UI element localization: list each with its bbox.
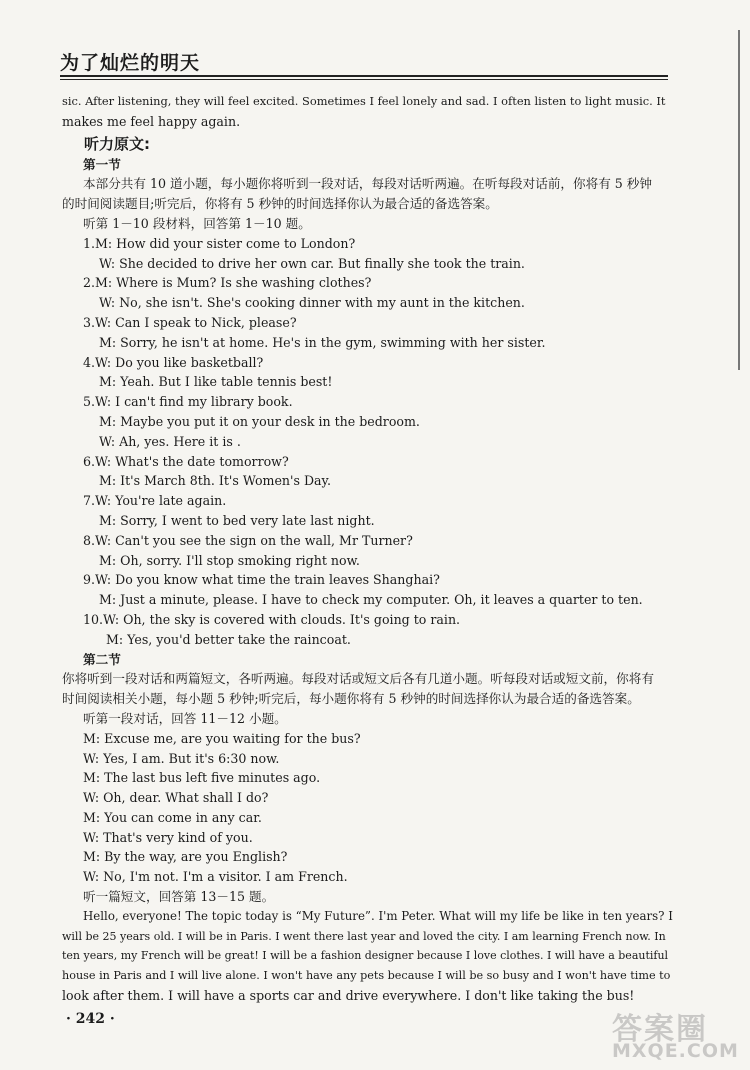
section1-instructions: 的时间阅读题目;听完后，你将有 5 秒钟的时间选择你认为最合适的备选答案。 <box>62 196 498 212</box>
section-heading: 听力原文: <box>84 134 150 153</box>
running-header-title: 为了灿烂的明天 <box>60 52 201 74</box>
dialogue-line: M: Yes, you'd better take the raincoat. <box>106 631 351 647</box>
dialogue-line: M: By the way, are you English? <box>83 849 288 865</box>
dialogue-line: M: Maybe you put it on your desk in the bedroom. <box>99 413 420 429</box>
page-body <box>62 92 674 1006</box>
section2-prompt1: 听第一段对话，回答 11－12 小题。 <box>83 710 287 726</box>
intro-line: sic. After listening, they will feel excited. Sometimes I feel lonely and sad. I often listen to light music. It <box>62 94 666 108</box>
dialogue-line: M: It's March 8th. It's Women's Day. <box>99 473 332 489</box>
dialogue-line: 4.W: Do you like basketball? <box>83 354 264 370</box>
dialogue-line: W: That's very kind of you. <box>83 829 253 845</box>
watermark-logo <box>612 1004 740 1064</box>
dialogue-line: M: The last bus left five minutes ago. <box>83 770 321 786</box>
page-number: · 242 · <box>66 1011 115 1027</box>
passage-line: ten years, my French will be great! I will be a fashion designer because I love clothes. I will have a beautiful <box>62 949 669 963</box>
dialogue-line: M: You can come in any car. <box>83 809 262 825</box>
watermark-url: MXQE.COM <box>612 1040 739 1062</box>
dialogue-line: 5.W: I can't find my library book. <box>83 394 293 410</box>
dialogue-line: 1.M: How did your sister come to London? <box>83 235 356 251</box>
section2-title: 第二节 <box>83 651 121 667</box>
dialogue-line: W: Oh, dear. What shall I do? <box>83 790 269 806</box>
dialogue-line: M: Sorry, I went to bed very late last night. <box>99 512 375 528</box>
scan-edge-line <box>738 30 740 370</box>
passage-line: Hello, everyone! The topic today is “My Future”. I'm Peter. What will my life be like in ten years? I <box>83 908 673 923</box>
section1-instructions: 本部分共有 10 道小题，每小题你将听到一段对话，每段对话听两遍。在听每段对话前，你将有 5 秒钟 <box>83 176 652 192</box>
section1-title: 第一节 <box>83 156 121 172</box>
section2-passage <box>62 907 674 1006</box>
intro-line: makes me feel happy again. <box>62 113 241 129</box>
dialogue-line: W: She decided to drive her own car. But finally she took the train. <box>99 255 525 271</box>
section2-dialogue <box>62 729 674 887</box>
passage-line: look after them. I will have a sports car and drive everywhere. I don't like taking the bus! <box>62 988 635 1004</box>
watermark-text: 答案圈 <box>612 1012 708 1047</box>
section1-dialogues <box>62 234 674 650</box>
header-rule <box>60 75 668 77</box>
dialogue-line: W: Yes, I am. But it's 6:30 now. <box>83 750 280 766</box>
dialogue-line: W: Ah, yes. Here it is . <box>99 433 241 449</box>
dialogue-line: 6.W: What's the date tomorrow? <box>83 453 289 469</box>
dialogue-line: 2.M: Where is Mum? Is she washing clothes? <box>83 275 372 291</box>
passage-line: house in Paris and I will live alone. I won't have any pets because I will be so busy and I won't have time to <box>62 969 671 983</box>
header-rule-thin <box>60 79 668 80</box>
dialogue-line: M: Sorry, he isn't at home. He's in the gym, swimming with her sister. <box>99 334 546 350</box>
dialogue-line: M: Oh, sorry. I'll stop smoking right now. <box>99 552 360 568</box>
dialogue-line: M: Excuse me, are you waiting for the bus? <box>83 730 361 746</box>
dialogue-line: 3.W: Can I speak to Nick, please? <box>83 314 297 330</box>
section2-prompt2: 听一篇短文，回答第 13－15 题。 <box>83 889 275 905</box>
dialogue-line: W: No, she isn't. She's cooking dinner with my aunt in the kitchen. <box>99 295 525 311</box>
section2-instructions: 时间阅读相关小题，每小题 5 秒钟;听完后，每小题你将有 5 秒钟的时间选择你认为最合适的备选答案。 <box>62 691 640 707</box>
dialogue-line: 8.W: Can't you see the sign on the wall, Mr Turner? <box>83 532 413 548</box>
dialogue-line: 10.W: Oh, the sky is covered with clouds. It's going to rain. <box>83 611 461 627</box>
section2-instructions: 你将听到一段对话和两篇短文，各听两遍。每段对话或短文后各有几道小题。听每段对话或短文前，你将有 <box>62 671 654 687</box>
dialogue-line: W: No, I'm not. I'm a visitor. I am French. <box>83 869 348 885</box>
dialogue-line: M: Yeah. But I like table tennis best! <box>99 374 333 390</box>
dialogue-line: 7.W: You're late again. <box>83 493 227 509</box>
section1-prompt: 听第 1－10 段材料，回答第 1－10 题。 <box>83 215 311 231</box>
passage-line: will be 25 years old. I will be in Paris. I went there last year and loved the city. I am learning French now. In <box>62 929 666 943</box>
dialogue-line: 9.W: Do you know what time the train leaves Shanghai? <box>83 572 440 588</box>
dialogue-line: M: Just a minute, please. I have to check my computer. Oh, it leaves a quarter to ten. <box>99 592 643 608</box>
